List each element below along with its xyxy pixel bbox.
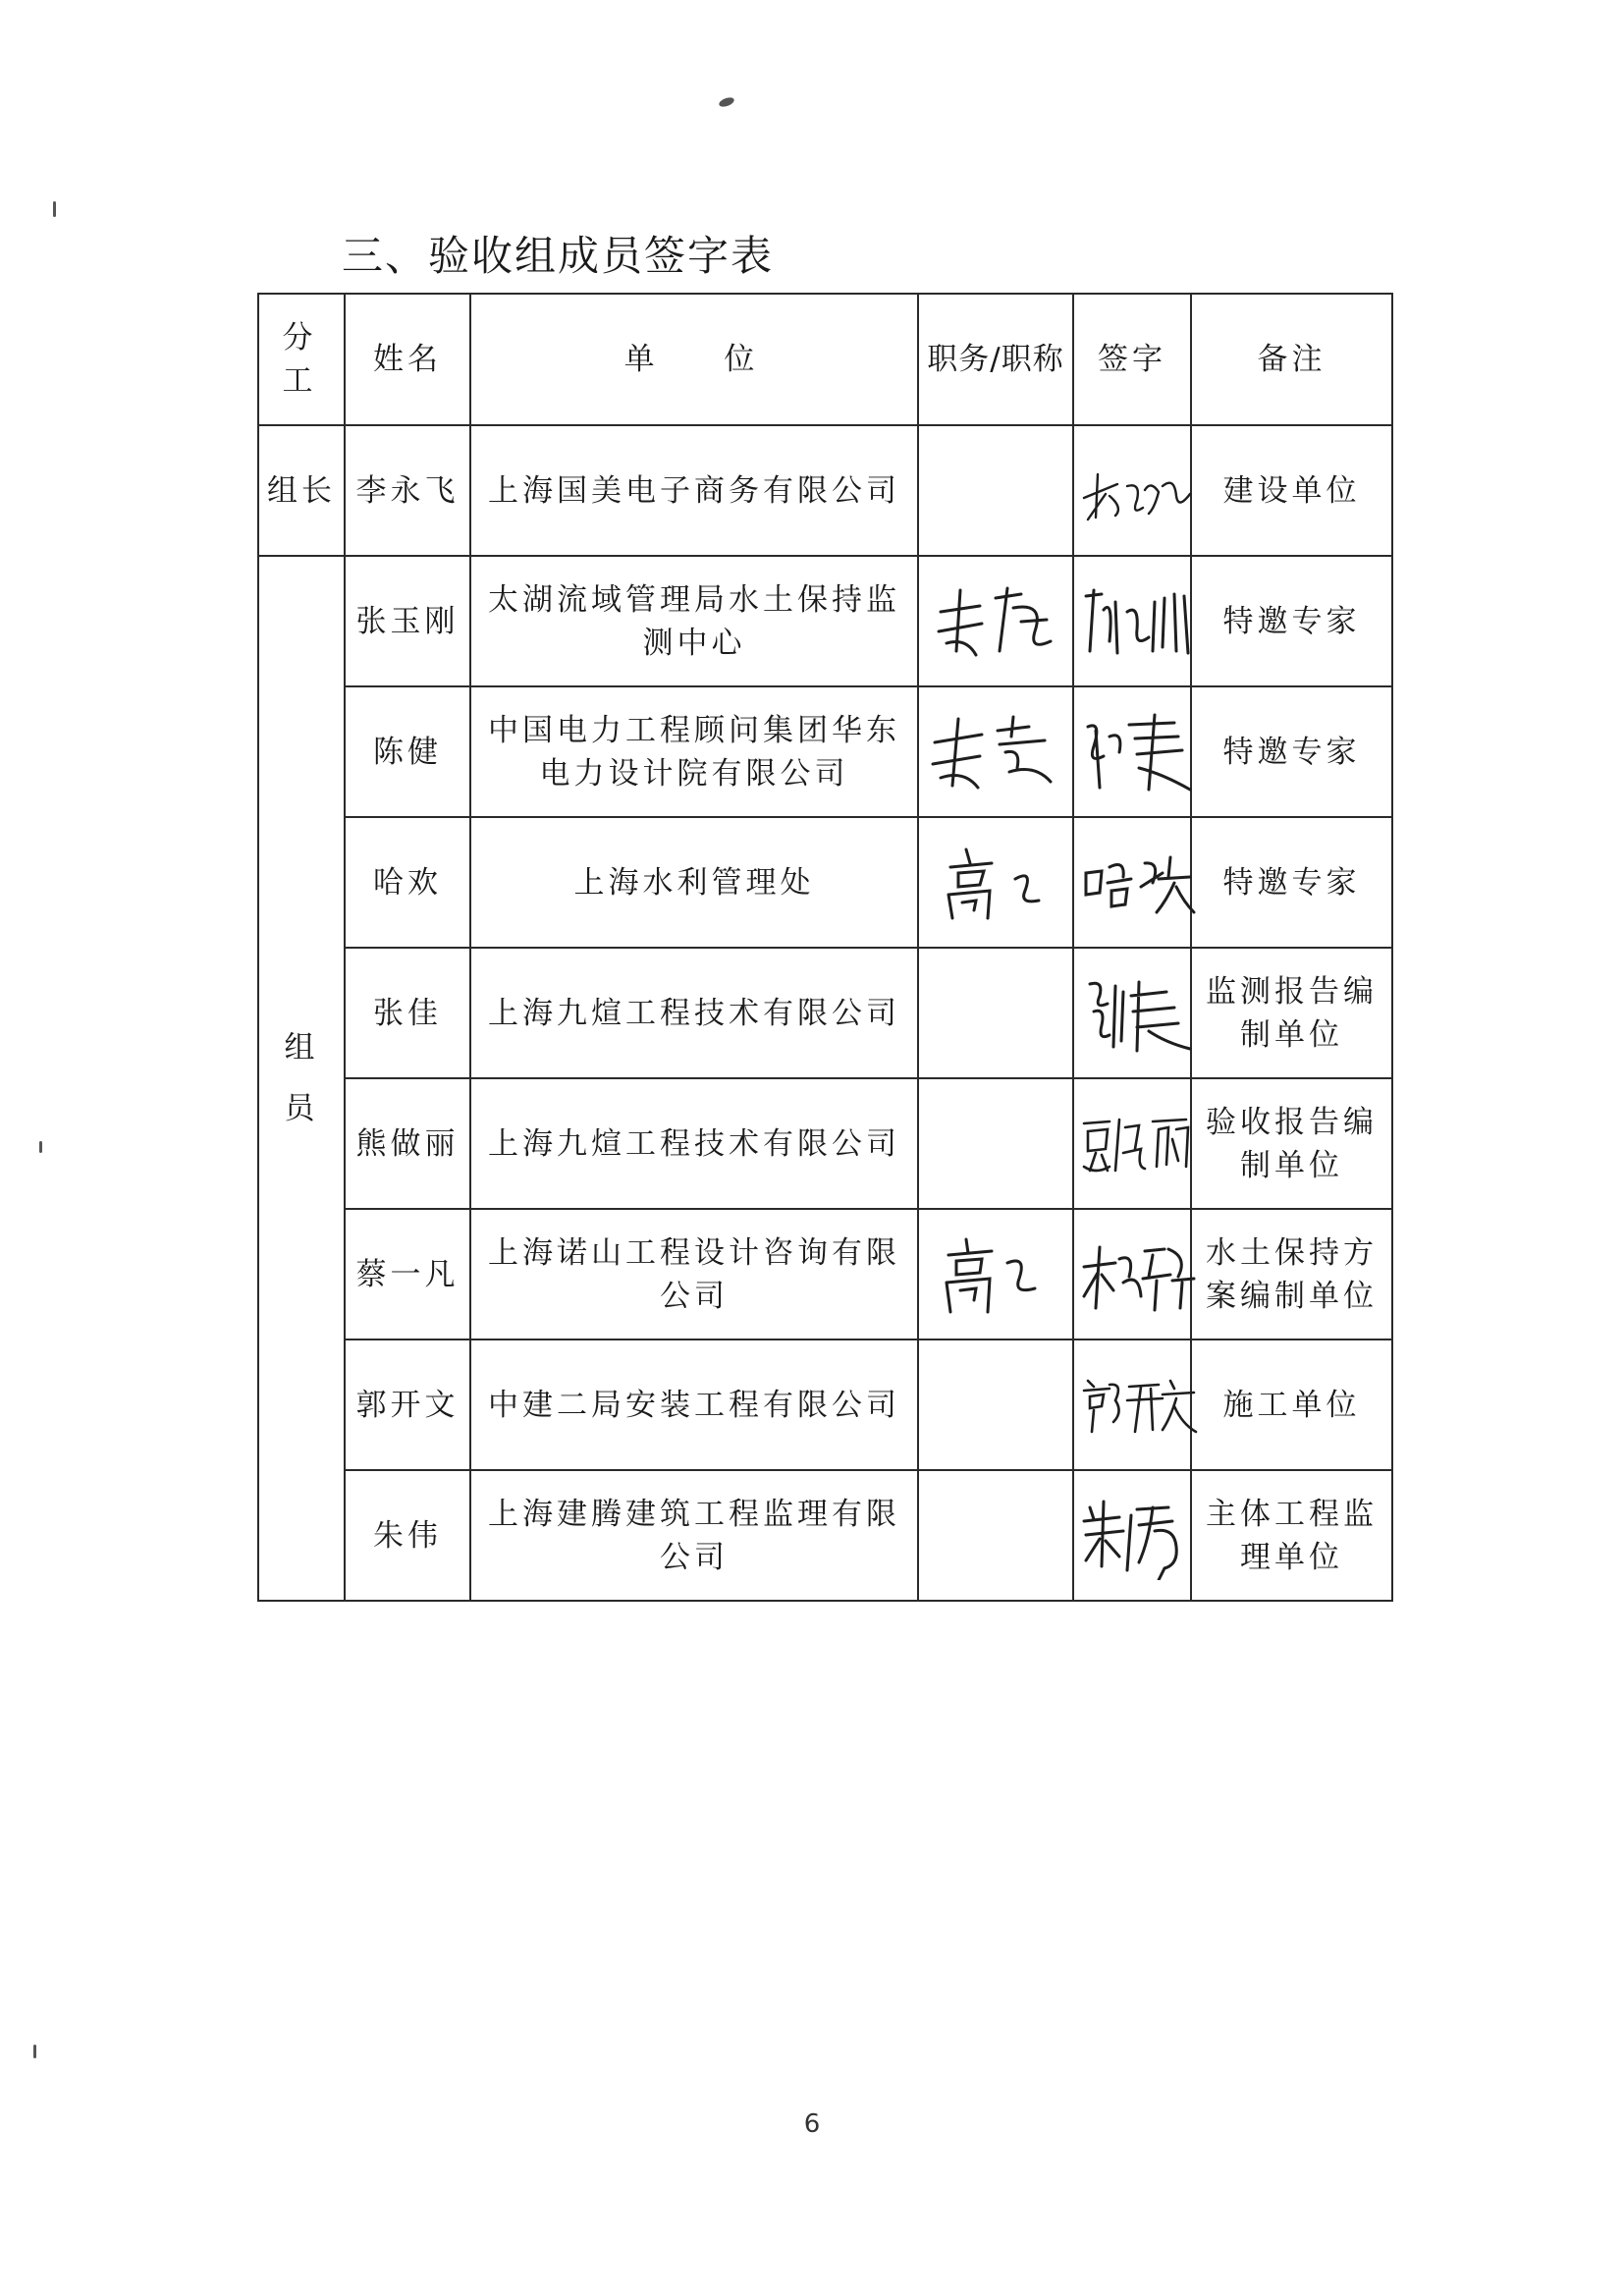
cell-name: 郭开文 xyxy=(345,1339,470,1470)
table-row xyxy=(258,1339,1392,1470)
handwritten-position-image xyxy=(937,844,1055,922)
header-note: 备注 xyxy=(1191,294,1392,425)
scan-speck xyxy=(39,1141,42,1153)
cell-note: 特邀专家 xyxy=(1191,817,1392,948)
table-header-row xyxy=(258,294,1392,425)
table-row xyxy=(258,686,1392,817)
cell-position xyxy=(918,1339,1073,1470)
handwritten-position-image xyxy=(927,582,1064,661)
handwritten-signature-image xyxy=(1080,582,1198,661)
signature-table xyxy=(257,293,1393,1602)
cell-position-handwritten xyxy=(918,817,1073,948)
scan-speck xyxy=(33,2045,36,2058)
handwritten-signature-image xyxy=(1080,1233,1198,1316)
cell-position-handwritten xyxy=(918,556,1073,686)
table-row xyxy=(258,817,1392,948)
table-row xyxy=(258,425,1392,556)
cell-name: 陈健 xyxy=(345,686,470,817)
cell-unit: 上海国美电子商务有限公司 xyxy=(470,425,918,556)
cell-signature xyxy=(1073,948,1191,1078)
role-members-label: 组员 xyxy=(284,1030,319,1126)
cell-note: 特邀专家 xyxy=(1191,686,1392,817)
cell-unit: 中建二局安装工程有限公司 xyxy=(470,1339,918,1470)
cell-unit: 上海水利管理处 xyxy=(470,817,918,948)
handwritten-position-image xyxy=(937,1233,1055,1316)
cell-signature xyxy=(1073,1078,1191,1209)
cell-name: 哈欢 xyxy=(345,817,470,948)
role-leader: 组长 xyxy=(258,425,345,556)
cell-name: 张佳 xyxy=(345,948,470,1078)
cell-note: 水土保持方案编制单位 xyxy=(1191,1209,1392,1339)
cell-note: 特邀专家 xyxy=(1191,556,1392,686)
scan-speck xyxy=(718,96,735,109)
header-name: 姓名 xyxy=(345,294,470,425)
cell-position xyxy=(918,948,1073,1078)
role-members xyxy=(258,556,345,1601)
cell-name: 李永飞 xyxy=(345,425,470,556)
table-row xyxy=(258,1470,1392,1601)
cell-unit: 太湖流域管理局水土保持监测中心 xyxy=(470,556,918,686)
cell-position xyxy=(918,1078,1073,1209)
cell-unit: 上海九煊工程技术有限公司 xyxy=(470,1078,918,1209)
cell-position xyxy=(918,425,1073,556)
handwritten-signature-image xyxy=(1080,1371,1198,1440)
cell-signature xyxy=(1073,686,1191,817)
cell-unit: 上海九煊工程技术有限公司 xyxy=(470,948,918,1078)
cell-position-handwritten xyxy=(918,686,1073,817)
table-row xyxy=(258,1078,1392,1209)
cell-signature xyxy=(1073,1470,1191,1601)
cell-unit: 中国电力工程顾问集团华东电力设计院有限公司 xyxy=(470,686,918,817)
cell-name: 朱伟 xyxy=(345,1470,470,1601)
cell-signature xyxy=(1073,817,1191,948)
handwritten-signature-image xyxy=(1080,711,1198,793)
cell-signature xyxy=(1073,425,1191,556)
header-role: 分 工 xyxy=(258,294,345,425)
header-signature: 签字 xyxy=(1073,294,1191,425)
handwritten-signature-image xyxy=(1080,1110,1198,1178)
cell-signature xyxy=(1073,1339,1191,1470)
handwritten-signature-image xyxy=(1080,1492,1198,1580)
table-row xyxy=(258,948,1392,1078)
section-title: 三、验收组成员签字表 xyxy=(342,232,775,280)
cell-name: 张玉刚 xyxy=(345,556,470,686)
cell-note: 监测报告编制单位 xyxy=(1191,948,1392,1078)
table-row xyxy=(258,556,1392,686)
cell-note: 建设单位 xyxy=(1191,425,1392,556)
handwritten-signature-image xyxy=(1080,972,1198,1055)
cell-name: 蔡一凡 xyxy=(345,1209,470,1339)
cell-note: 主体工程监理单位 xyxy=(1191,1470,1392,1601)
handwritten-signature-image xyxy=(1080,457,1198,525)
scan-speck xyxy=(53,201,56,217)
handwritten-position-image xyxy=(927,713,1064,792)
cell-unit: 上海诺山工程设计咨询有限公司 xyxy=(470,1209,918,1339)
cell-signature xyxy=(1073,556,1191,686)
cell-name: 熊做丽 xyxy=(345,1078,470,1209)
handwritten-signature-image xyxy=(1080,844,1198,922)
header-unit: 单 位 xyxy=(470,294,918,425)
cell-position-handwritten xyxy=(918,1209,1073,1339)
table-row xyxy=(258,1209,1392,1339)
cell-note: 验收报告编制单位 xyxy=(1191,1078,1392,1209)
header-position: 职务/职称 xyxy=(918,294,1073,425)
page-number: 6 xyxy=(803,2109,821,2139)
cell-position xyxy=(918,1470,1073,1601)
cell-signature xyxy=(1073,1209,1191,1339)
cell-note: 施工单位 xyxy=(1191,1339,1392,1470)
cell-unit: 上海建腾建筑工程监理有限公司 xyxy=(470,1470,918,1601)
